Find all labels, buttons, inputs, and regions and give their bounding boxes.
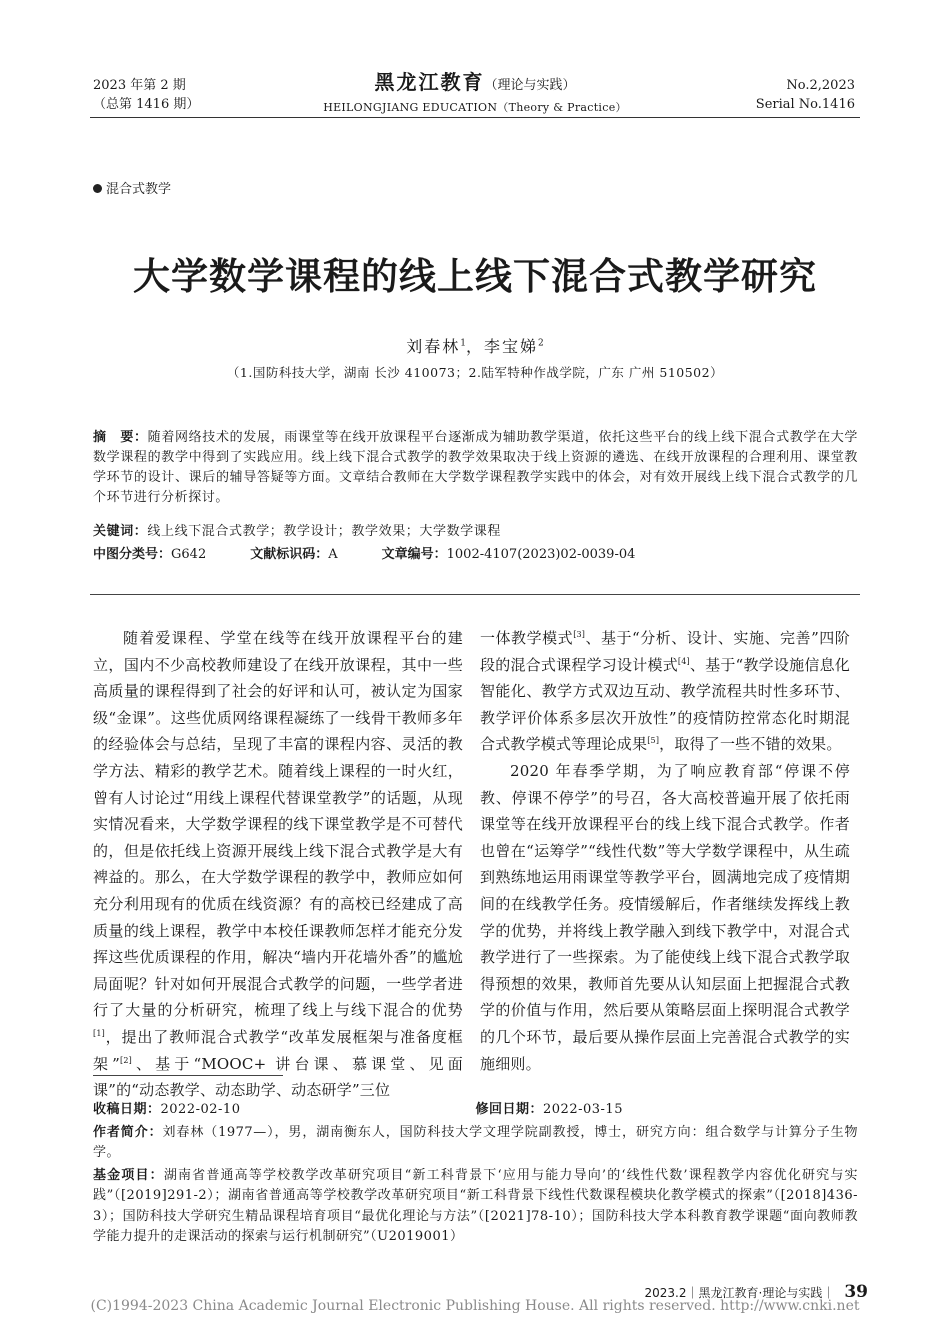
bullet-icon (93, 184, 102, 193)
author-2-affil: 2 (538, 338, 544, 349)
page-number: 39 (844, 1282, 868, 1302)
body-column-right (480, 625, 850, 1077)
body-paragraph: 2020 年春季学期，为了响应教育部“停课不停教、停课不停学”的号召，各大高校普遍开展了依托雨课堂等在线开放课程平台的线上线下混合式教学。作者也曾在“运筹学”“线性代数”等大学数学课程中，从生疏到熟练地运用雨课堂等教学平台，圆满地完成了疫情期间的在线教学任务。疫情缓解后，作者继续发挥线上教学的优势，并将线上教学融入到线下教学中，对混合式教学进行了一些探索。为了能使线上线下混合式教学取得预想的效果，教师首先要从认知层面上把握混合式教学的价值与作用，然后要从策略层面上探明混合式教学的几个环节，最后要从操作层面上完善混合式教学的实施细则。 (480, 761, 850, 1073)
body-text: 随着爱课程、学堂在线等在线开放课程平台的建立，国内不少高校教师建设了在线开放课程，其中一些高质量的课程得到了社会的好评和认可，被认定为国家级“金课”。这些优质网络课程凝练了一线骨干教师多年的经验体会与总结，呈现了丰富的课程内容、灵活的教学方法、精彩的教学艺术。随着线上课程的一时火红，曾有人讨论过“用线上课程代替课堂教学”的话题，从现实情况看来，大学数学课程的线下课堂教学是不可替代的，但是依托线上资源开展线上线下混合式教学是大有裨益的。那么，在大学数学课程的教学中，教师应如何充分利用现有的优质在线资源？有的高校已经建成了高质量的线上课程，教学中本校任课教师怎样才能充分发挥这些优质课程的作用，解决“墙内开花墙外香”的尴尬局面呢？针对如何开展混合式教学的问题，一些学者进行了大量的分析研究，梳理了线上与线下混合的优势 (93, 629, 463, 1020)
received-label: 收稿日期： (93, 1102, 161, 1117)
keywords-text: 线上线下混合式教学；教学设计；教学效果；大学数学课程 (147, 524, 502, 539)
received-date: 2022-02-10 (160, 1102, 241, 1117)
abstract (93, 428, 858, 508)
revised-label: 修回日期： (475, 1102, 544, 1117)
abstract-text: 随着网络技术的发展，雨课堂等在线开放课程平台逐渐成为辅助教学渠道，依托这些平台的线上线下混合式教学在大学数学课程的教学中得到了实践应用。线上线下混合式教学的教学效果取决于线上资源的遴选、在线开放课程的合理利用、课堂教学环节的设计、课后的辅导答疑等方面。文章结合教师在大学数学课程教学实践中的体会，对有效开展线上线下混合式教学的几个环节进行分析探讨。 (93, 430, 859, 505)
author-bio: 刘春林（1977—），男，湖南衡东人，国防科技大学文理学院副教授，博士，研究方向：组合数学与计算分子生物学。 (93, 1124, 858, 1160)
column-tag-label: 混合式教学 (106, 182, 172, 197)
serial-cn: （总第 1416 期） (93, 97, 200, 112)
journal-subtitle: （理论与实践） (484, 78, 576, 93)
article-no-value: 1002-4107(2023)02-0039-04 (446, 547, 636, 562)
header-issue-info (93, 76, 199, 114)
body-text: 、基于“MOOC+ 讲台课、慕课堂、见面课”的“动态教学、动态助学、动态研学”三位 (93, 1054, 463, 1100)
article-title: 大学数学课程的线上线下混合式教学研究 (133, 255, 817, 298)
authors (0, 334, 950, 357)
revised-date: 2022-03-15 (543, 1102, 623, 1117)
author-1-affil: 1 (460, 338, 466, 349)
classification-line (93, 545, 858, 565)
clc-value: G642 (171, 547, 207, 562)
body-text: 一体教学模式 (480, 629, 574, 647)
article-no-label: 文章编号： (381, 547, 447, 562)
citation-ref[interactable]: [2] (120, 1055, 132, 1065)
author-bio-label: 作者简介： (93, 1124, 163, 1140)
journal-name-en: HEILONGJIANG EDUCATION（Theory & Practice） (323, 101, 627, 114)
issue-en: No.2,2023 (786, 78, 855, 93)
clc-label: 中图分类号： (93, 547, 172, 562)
header-divider (90, 117, 860, 118)
body-paragraph (480, 625, 850, 758)
affiliations: （1.国防科技大学，湖南 长沙 410073；2.陆军特种作战学院，广东 广州 510502） (226, 365, 724, 380)
citation-ref[interactable]: [1] (93, 1028, 105, 1038)
doc-code-label: 文献标识码： (250, 547, 329, 562)
issue-cn: 2023 年第 2 期 (93, 78, 186, 93)
journal-name: 黑龙江教育 (374, 70, 485, 94)
fund-text: 湖南省普通高等学校教学改革研究项目“新工科背景下‘应用与能力导向’的‘线性代数’课程教学内容优化研究与实践”（[2019]291-2）；湖南省普通高等学校教学改革研究项目“新工科背景下线性代数课程模块化教学模式的探索”（[2018]436-3）；国防科技大学研究生精品课程培育项目“最优化理论与方法”（[2021]78-10）；国防科技大学本科教育教学课题“面向教师教学能力提升的走课活动的探索与运行机制研究”（U2019001） (93, 1167, 858, 1244)
footnote-divider (93, 1075, 283, 1076)
body-paragraph (93, 625, 463, 1104)
body-column-left (93, 625, 463, 1104)
body-text: ，取得了一些不错的效果。 (659, 735, 842, 754)
author-2: 李宝娣 (484, 337, 539, 356)
copyright-watermark: (C)1994-2023 China Academic Journal Electronic Publishing House. All rights reserved. http://www.cnki.net (90, 1298, 860, 1314)
body-text: 、基于“教学设施信息化智能化、教学方式双边互动、教学流程共时性多环节、教学评价体系多层次开放性”的疫情防控常态化时期混合式教学模式等理论成果 (480, 655, 850, 754)
author-separator: ， (465, 337, 484, 356)
doc-code-value: A (328, 547, 338, 562)
keywords-label: 关键词： (93, 524, 148, 539)
footnotes (93, 1100, 858, 1248)
keywords (93, 522, 858, 542)
citation-ref[interactable]: [4] (677, 656, 690, 666)
column-tag (93, 178, 171, 197)
abstract-divider (90, 594, 860, 595)
serial-en: Serial No.1416 (755, 97, 855, 112)
citation-ref[interactable]: [5] (647, 736, 660, 746)
body-text: ，提出了教师混合式教学“改革发展框架与准备度框架” (93, 1027, 463, 1073)
journal-masthead (300, 66, 650, 115)
abstract-label: 摘 要： (93, 430, 148, 445)
fund-label: 基金项目： (93, 1167, 164, 1183)
body-text: 、基于“分析、设计、实施、完善”四阶段的混合式课程学习设计模式 (480, 629, 850, 674)
header-issue-en (756, 76, 855, 114)
author-1: 刘春林 (406, 337, 461, 356)
footer-journal: 2023.2｜黑龙江教育·理论与实践｜ (644, 1286, 835, 1300)
citation-ref[interactable]: [3] (573, 630, 586, 639)
